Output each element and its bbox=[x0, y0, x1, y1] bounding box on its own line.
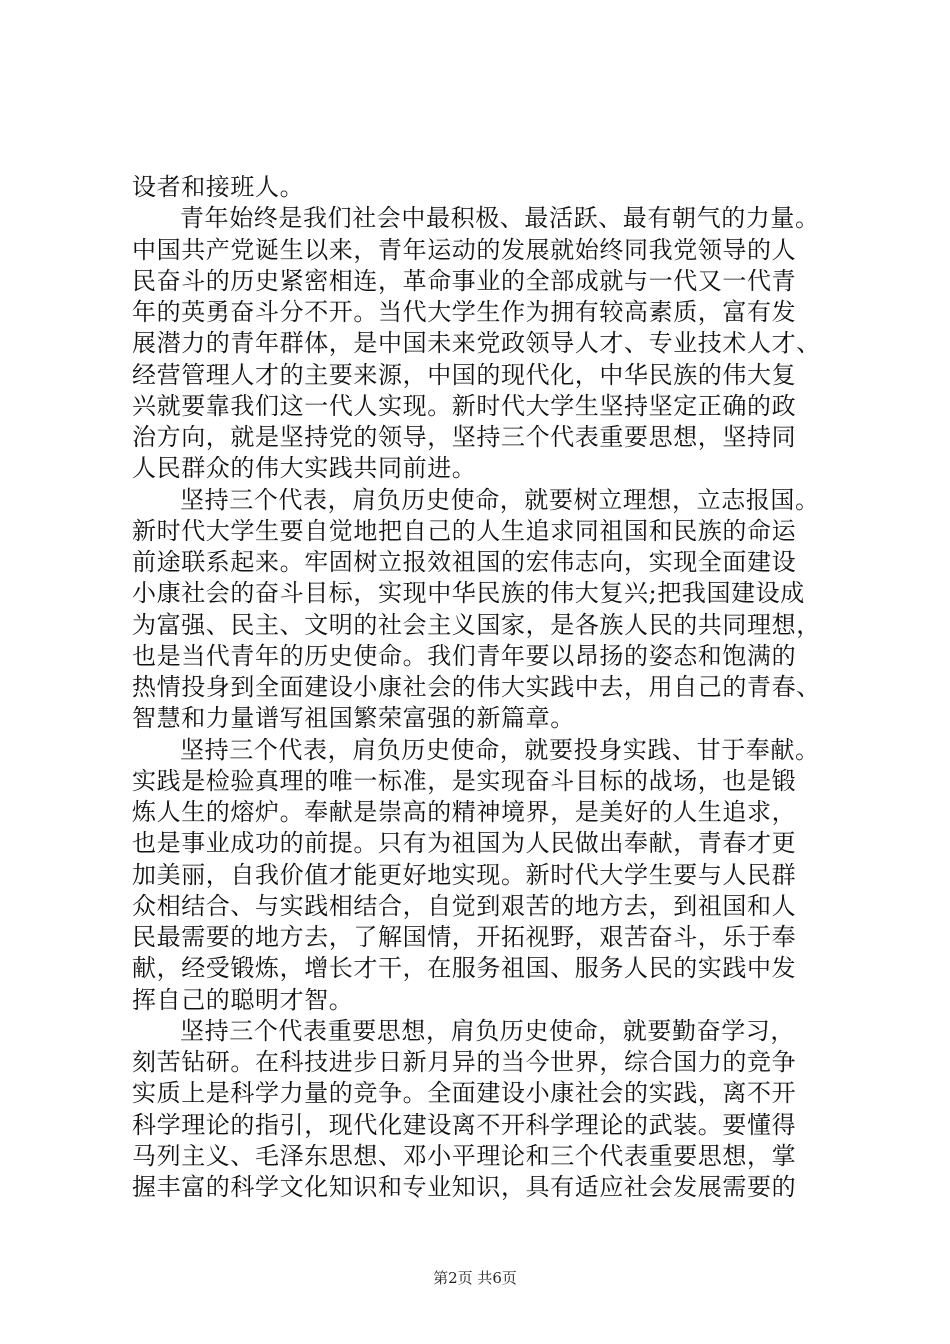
text-line: 新时代大学生要自觉地把自己的人生追求同祖国和民族的命运 bbox=[132, 516, 797, 545]
text-line: 展潜力的青年群体，是中国未来党政领导人才、专业技术人才、 bbox=[132, 329, 821, 358]
page-footer: 第2页 共6页 bbox=[433, 1269, 517, 1287]
text-line: 为富强、民主、文明的社会主义国家，是各族人民的共同理想， bbox=[132, 610, 821, 639]
text-line: 小康社会的奋斗目标，实现中华民族的伟大复兴;把我国建设成 bbox=[132, 579, 805, 608]
text-line: 马列主义、毛泽东思想、邓小平理论和三个代表重要思想，掌 bbox=[132, 1141, 797, 1170]
text-line: 智慧和力量谱写祖国繁荣富强的新篇章。 bbox=[132, 704, 575, 733]
text-line: 热情投身到全面建设小康社会的伟大实践中去，用自己的青春、 bbox=[132, 673, 821, 701]
text-line: 众相结合、与实践相结合，自觉到艰苦的地方去，到祖国和人 bbox=[132, 891, 797, 920]
paragraph-first-line: 坚持三个代表重要思想，肩负历史使命，就要勤奋学习， bbox=[180, 1016, 795, 1045]
text-line: 加美丽，自我价值才能更好地实现。新时代大学生要与人民群 bbox=[132, 860, 797, 889]
text-line: 挥自己的聪明才智。 bbox=[132, 985, 354, 1014]
text-line: 治方向，就是坚持党的领导，坚持三个代表重要思想，坚持同 bbox=[132, 423, 797, 451]
text-line: 兴就要靠我们这一代人实现。新时代大学生坚持坚定正确的政 bbox=[132, 391, 797, 420]
text-line: 人民群众的伟大实践共同前进。 bbox=[132, 454, 477, 483]
text-line: 刻苦钻研。在科技进步日新月异的当今世界，综合国力的竞争 bbox=[132, 1048, 797, 1076]
paragraph-first-line: 坚持三个代表，肩负历史使命，就要投身实践、甘于奉献。 bbox=[180, 735, 820, 764]
text-line: 握丰富的科学文化知识和专业知识，具有适应社会发展需要的 bbox=[132, 1173, 797, 1201]
text-line: 前途联系起来。牢固树立报效祖国的宏伟志向，实现全面建设 bbox=[132, 548, 797, 576]
text-line: 科学理论的指引，现代化建设离不开科学理论的武装。要懂得 bbox=[132, 1110, 797, 1139]
text-line: 中国共产党诞生以来，青年运动的发展就始终同我党领导的人 bbox=[132, 235, 797, 264]
text-line: 实质上是科学力量的竞争。全面建设小康社会的实践，离不开 bbox=[132, 1079, 797, 1108]
text-line: 年的英勇奋斗分不开。当代大学生作为拥有较高素质，富有发 bbox=[132, 298, 797, 326]
text-line: 也是事业成功的前提。只有为祖国为人民做出奉献，青春才更 bbox=[132, 829, 797, 858]
text-line: 民最需要的地方去，了解国情，开拓视野，艰苦奋斗，乐于奉 bbox=[132, 923, 797, 951]
text-line: 设者和接班人。 bbox=[132, 173, 305, 201]
text-line: 献，经受锻炼，增长才干，在服务祖国、服务人民的实践中发 bbox=[132, 954, 797, 983]
paragraph-first-line: 青年始终是我们社会中最积极、最活跃、最有朝气的力量。 bbox=[180, 204, 820, 233]
text-line: 炼人生的熔炉。奉献是崇高的精神境界，是美好的人生追求， bbox=[132, 798, 797, 826]
text-line: 经营管理人才的主要来源，中国的现代化，中华民族的伟大复 bbox=[132, 360, 797, 389]
text-line: 也是当代青年的历史使命。我们青年要以昂扬的姿态和饱满的 bbox=[132, 641, 797, 670]
text-line: 民奋斗的历史紧密相连，革命事业的全部成就与一代又一代青 bbox=[132, 266, 797, 295]
paragraph-first-line: 坚持三个代表，肩负历史使命，就要树立理想，立志报国。 bbox=[180, 485, 820, 514]
text-line: 实践是检验真理的唯一标准，是实现奋斗目标的战场，也是锻 bbox=[132, 766, 797, 795]
document-body bbox=[132, 172, 852, 1203]
